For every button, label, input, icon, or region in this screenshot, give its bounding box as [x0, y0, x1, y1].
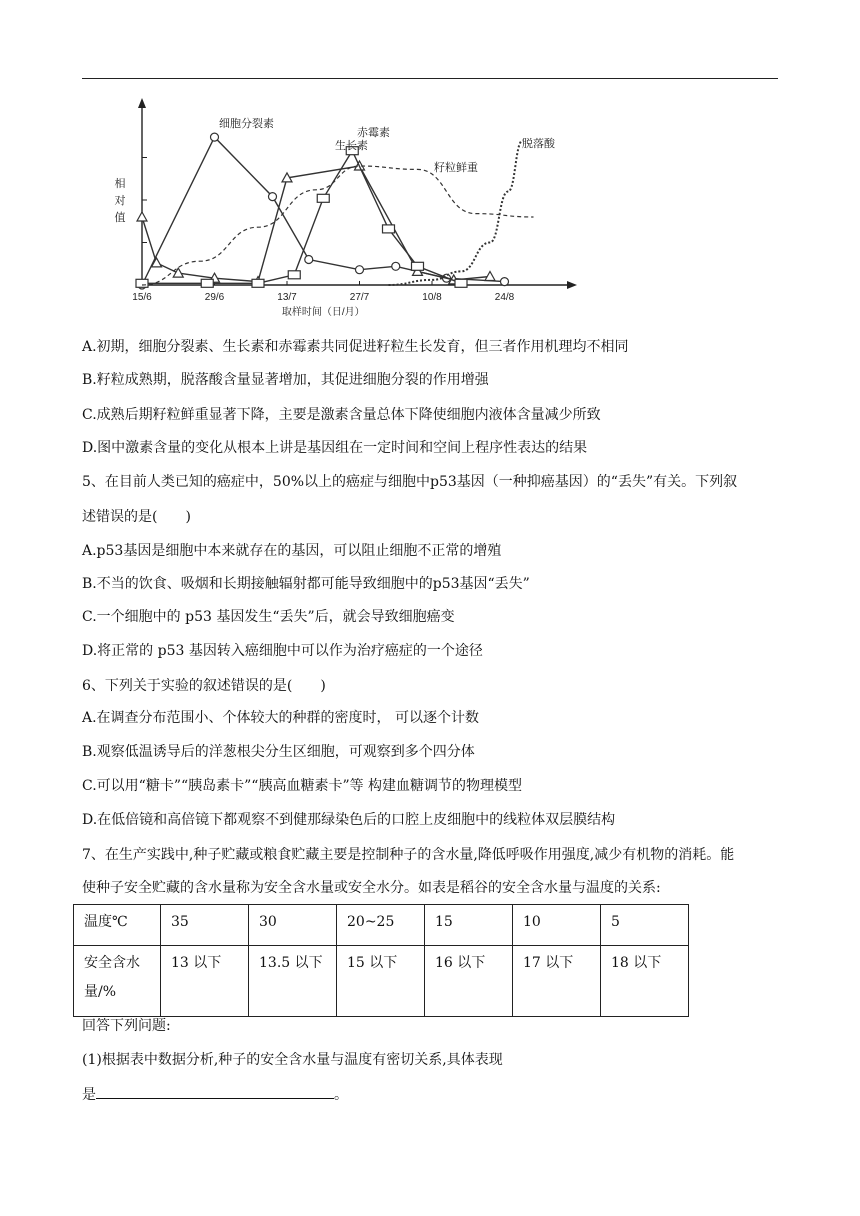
data-point	[252, 279, 264, 287]
question-7-1-continued	[82, 1084, 782, 1105]
y-axis-label-char: 值	[114, 211, 126, 224]
header-rule	[82, 78, 778, 79]
table-cell: 18 以下	[601, 946, 689, 1017]
series-label: 生长素	[335, 139, 368, 152]
q6-option-a: A.在调查分布范围小、个体较大的种群的密度时， 可以逐个计数	[82, 710, 480, 726]
table-cell: 10	[513, 905, 601, 946]
data-point	[383, 225, 395, 233]
option-a: A.初期，细胞分裂素、生长素和赤霉素共同促进籽粒生长发育，但三者作用机理均不相同	[82, 339, 629, 355]
answer-end: 。	[334, 1087, 348, 1103]
data-point	[305, 256, 313, 264]
x-tick-label: 29/6	[204, 292, 225, 303]
table-cell: 17 以下	[513, 946, 601, 1017]
data-point	[269, 193, 277, 201]
x-tick-label: 13/7	[277, 292, 297, 303]
table-row	[74, 905, 689, 946]
table-row	[74, 946, 689, 1017]
y-axis-arrow	[138, 98, 146, 108]
x-tick-label: 10/8	[422, 292, 442, 303]
data-point	[136, 279, 148, 287]
table-cell: 13.5 以下	[249, 946, 337, 1017]
data-point	[485, 272, 495, 281]
data-point	[412, 262, 424, 270]
q5-option-c: C.一个细胞中的 p53 基因发生“丢失”后，就会导致细胞癌变	[82, 609, 455, 625]
table-header-temp: 温度℃	[74, 905, 161, 946]
option-b: B.籽粒成熟期，脱落酸含量显著增加，其促进细胞分裂的作用增强	[82, 372, 489, 388]
table-cell: 16 以下	[425, 946, 513, 1017]
y-axis-label	[115, 176, 126, 224]
moisture-table	[73, 904, 689, 1017]
table-cell: 30	[249, 905, 337, 946]
table-cell: 20~25	[337, 905, 425, 946]
data-point	[137, 212, 147, 221]
x-tick-label: 15/6	[132, 292, 152, 303]
data-point	[288, 271, 300, 279]
table-header-moisture	[74, 946, 161, 1017]
data-point	[455, 279, 467, 287]
q5-option-d: D.将正常的 p53 基因转入癌细胞中可以作为治疗癌症的一个途径	[82, 643, 483, 659]
data-point	[317, 194, 329, 202]
question-5-line-1: 5、在目前人类已知的癌症中，50%以上的癌症与细胞中p53基因（一种抑癌基因）的“丢失”有关。下列叙	[82, 474, 738, 490]
y-axis-label-char: 相	[114, 177, 126, 190]
q6-option-c: C.可以用“糖卡”“胰岛素卡”“胰高血糖素卡”等 构建血糖调节的物理模型	[82, 778, 523, 794]
table-cell: 5	[601, 905, 689, 946]
hormone-chart	[112, 92, 582, 322]
data-point	[356, 266, 364, 274]
question-7-line-2: 使种子安全贮藏的含水量称为安全含水量或安全水分。如表是稻谷的安全含水量与温度的关系:	[82, 880, 661, 896]
table-header-moisture-1: 安全含水	[84, 955, 140, 971]
question-7-line-1: 7、在生产实践中,种子贮藏或粮食贮藏主要是控制种子的含水量,降低呼吸作用强度,减少有机物的消耗。能	[82, 847, 735, 863]
data-point	[392, 262, 400, 270]
question-7-1: (1)根据表中数据分析,种子的安全含水量与温度有密切关系,具体表现	[82, 1052, 503, 1068]
data-point	[501, 278, 509, 286]
q5-option-b: B.不当的饮食、吸烟和长期接触辐射都可能导致细胞中的p53基因“丢失”	[82, 576, 530, 592]
x-tick-label: 24/8	[494, 292, 515, 303]
series-label: 籽粒鲜重	[434, 161, 478, 174]
option-d: D.图中激素含量的变化从根本上讲是基因组在一定时间和空间上程序性表达的结果	[82, 440, 588, 456]
q5-option-a: A.p53基因是细胞中本来就存在的基因，可以阻止细胞不正常的增殖	[82, 543, 502, 559]
table-cell: 13 以下	[161, 946, 249, 1017]
data-point	[211, 133, 219, 141]
x-axis-arrow	[567, 281, 577, 289]
table-header-moisture-2: 量/%	[84, 984, 117, 1000]
series-label: 赤霉素	[357, 126, 390, 139]
series-line	[142, 166, 534, 285]
q6-option-b: B.观察低温诱导后的洋葱根尖分生区细胞，可观察到多个四分体	[82, 744, 475, 760]
answer-prompt: 回答下列问题:	[82, 1018, 171, 1034]
data-point	[201, 279, 213, 287]
y-axis-label-char: 对	[114, 194, 126, 207]
answer-prefix: 是	[82, 1087, 96, 1103]
question-6: 6、下列关于实验的叙述错误的是( )	[82, 678, 326, 694]
series-line	[142, 137, 505, 285]
series-label: 脱落酸	[522, 137, 555, 150]
table-cell: 15 以下	[337, 946, 425, 1017]
option-c: C.成熟后期籽粒鲜重显著下降，主要是激素含量总体下降使细胞内液体含量减少所致	[82, 407, 601, 423]
series-line	[142, 166, 490, 282]
table-cell: 35	[161, 905, 249, 946]
series-label: 细胞分裂素	[219, 117, 274, 130]
question-5-line-2: 述错误的是( )	[82, 509, 191, 525]
x-tick-label: 27/7	[349, 292, 370, 303]
q6-option-d: D.在低倍镜和高倍镜下都观察不到健那绿染色后的口腔上皮细胞中的线粒体双层膜结构	[82, 812, 616, 828]
table-cell: 15	[425, 905, 513, 946]
answer-blank[interactable]	[96, 1084, 334, 1099]
x-axis-label: 取样时间（日/月）	[281, 307, 365, 318]
